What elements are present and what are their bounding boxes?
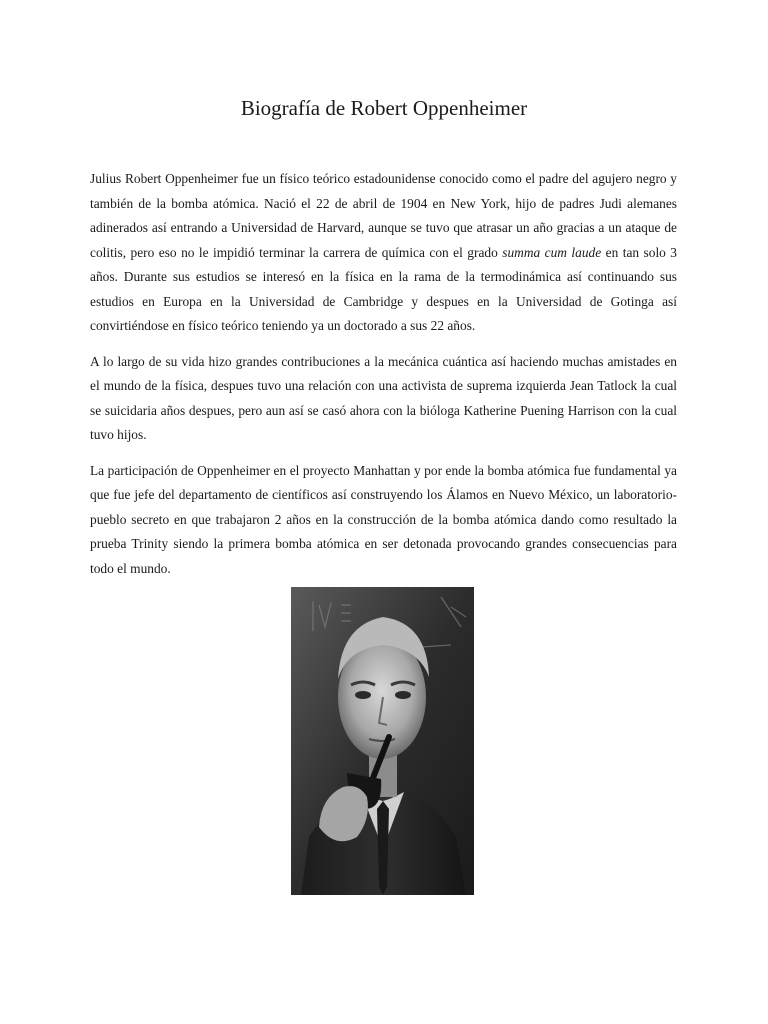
paragraph-1-text-b: en tan solo 3 años. Durante sus estudios se interesó en la física en la rama de la termodinámica así continuando sus estudios en Europa en la Universidad de Cambridge y despues en la Universidad de Gotinga así convirtiéndose en físico teórico teniendo ya un doctorado a sus 22 años.: [90, 244, 678, 333]
page-title: Biografía de Robert Oppenheimer: [240, 96, 528, 120]
paragraph-1-italic: summa cum laude: [502, 244, 602, 260]
left-eye: [355, 691, 371, 699]
portrait-illustration: [291, 587, 474, 895]
paragraph-3: La participación de Oppenheimer en el proyecto Manhattan y por ende la bomba atómica fue fundamental ya que fue jefe del departamento de científicos así construyendo los Álamos en Nuevo México, un laboratorio-pueblo secreto en que trabajaron 2 años en la construcción de la bomba atómica dando como resultado la prueba Trinity siendo la primera bomba atómica en ser detonada provocando grandes consecuencias para todo el mundo.: [90, 462, 677, 576]
paragraph-2: A lo largo de su vida hizo grandes contribuciones a la mecánica cuántica así haciendo muchas amistades en el mundo de la física, despues tuvo una relación con una activista de suprema izquierda Jean Tatlock la cual se suicidaria años despues, pero aun así se casó ahora con la bióloga Katherine Puening Harrison con la cual tuvo hijos.: [90, 353, 677, 442]
portrait-photo: [291, 587, 474, 895]
paragraph-1: [90, 167, 677, 339]
right-eye: [395, 691, 411, 699]
paragraph-1-text-a: Julius Robert Oppenheimer fue un físico teórico estadounidense conocido como el padre del agujero negro y también de la bomba atómica. Nació el 22 de abril de 1904 en New York, hijo de padres Judi alemanes adinerados así entrando a Universidad de Harvard, aunque se tuvo que atrasar un año gracias a un ataque de colitis, pero eso no le impidió terminar la carrera de química con el grado: [90, 171, 677, 260]
body-text: [90, 167, 677, 592]
